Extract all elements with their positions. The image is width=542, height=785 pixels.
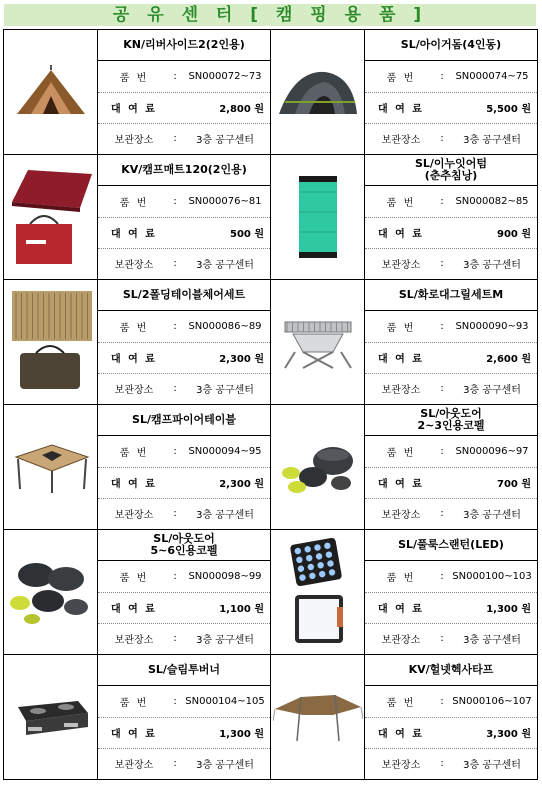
item-image (271, 280, 365, 405)
item-price: 2,300 원 (219, 479, 264, 491)
item-code: SN000090~93 (455, 320, 529, 332)
storage-label: 보관장소 (381, 385, 421, 397)
storage-row (365, 623, 537, 654)
colon: : (173, 195, 177, 207)
item-name: SL/2폴딩테이블체어세트 (98, 280, 270, 311)
colon: : (440, 195, 444, 207)
colon: : (440, 695, 444, 707)
item-name: SL/슬림투버너 (98, 655, 270, 686)
item-image (271, 30, 365, 155)
item-code: SN000074~75 (455, 70, 529, 82)
price-label: 대 여 료 (378, 479, 424, 491)
item-info (98, 530, 271, 655)
item-name: KV/캠프매트120(2인용) (98, 155, 270, 186)
colon: : (173, 133, 177, 145)
item-price: 5,500 원 (486, 104, 531, 116)
page-title: 공 유 센 터 [ 캠 핑 용 품 ] (4, 4, 536, 26)
code-label: 품 번 (119, 197, 149, 209)
storage-row (98, 748, 270, 779)
price-label: 대 여 료 (111, 354, 157, 366)
colon: : (440, 570, 444, 582)
colon: : (440, 445, 444, 457)
item-storage: 3층 공구센터 (196, 385, 254, 397)
item-info (98, 405, 271, 530)
item-code: SN000098~99 (188, 570, 262, 582)
item-code: SN000076~81 (188, 195, 262, 207)
colon: : (440, 70, 444, 82)
item-image (271, 405, 365, 530)
storage-row (365, 123, 537, 154)
code-row (98, 436, 270, 466)
item-code: SN000096~97 (455, 445, 529, 457)
item-storage: 3층 공구센터 (196, 510, 254, 522)
colon: : (173, 633, 177, 645)
fire-table-icon (4, 405, 97, 529)
code-label: 품 번 (386, 322, 416, 334)
colon: : (440, 320, 444, 332)
mat-bag-icon (4, 155, 97, 279)
code-row (98, 561, 270, 591)
price-row (98, 717, 270, 748)
item-image (4, 155, 98, 280)
item-row (4, 155, 538, 280)
storage-label: 보관장소 (114, 760, 154, 772)
price-row (98, 217, 270, 248)
item-code: SN000086~89 (188, 320, 262, 332)
storage-label: 보관장소 (114, 385, 154, 397)
colon: : (173, 320, 177, 332)
price-row (365, 467, 537, 498)
item-image (271, 530, 365, 655)
item-storage: 3층 공구센터 (463, 510, 521, 522)
item-image (4, 280, 98, 405)
colon: : (173, 570, 177, 582)
item-price: 2,600 원 (486, 354, 531, 366)
item-image (271, 655, 365, 780)
code-row (365, 561, 537, 591)
item-price: 900 원 (496, 229, 531, 241)
item-price: 2,800 원 (219, 104, 264, 116)
price-row (365, 592, 537, 623)
colon: : (173, 70, 177, 82)
colon: : (440, 633, 444, 645)
storage-label: 보관장소 (114, 510, 154, 522)
item-row (4, 530, 538, 655)
price-row (98, 92, 270, 123)
burner-icon (4, 655, 97, 779)
item-image (4, 405, 98, 530)
item-info (365, 30, 538, 155)
folding-table-icon (4, 280, 97, 404)
item-info (365, 280, 538, 405)
item-info (98, 155, 271, 280)
item-price: 1,300 원 (486, 604, 531, 616)
tent-icon (4, 30, 97, 154)
item-info (365, 530, 538, 655)
storage-label: 보관장소 (114, 635, 154, 647)
price-label: 대 여 료 (378, 229, 424, 241)
tarp-icon (271, 655, 364, 779)
item-name: SL/아이거돔(4인동) (365, 30, 537, 61)
code-label: 품 번 (386, 572, 416, 584)
cookware-large-icon (4, 530, 97, 654)
price-label: 대 여 료 (111, 729, 157, 741)
item-info (98, 30, 271, 155)
item-name: SL/화로대그릴세트M (365, 280, 537, 311)
item-row (4, 280, 538, 405)
item-name: SL/아웃도어 2~3인용코펠 (365, 405, 537, 436)
price-label: 대 여 료 (378, 729, 424, 741)
item-price: 1,100 원 (219, 604, 264, 616)
code-label: 품 번 (119, 322, 149, 334)
code-label: 품 번 (386, 447, 416, 459)
price-label: 대 여 료 (378, 604, 424, 616)
item-price: 700 원 (496, 479, 531, 491)
storage-label: 보관장소 (114, 135, 154, 147)
item-storage: 3층 공구센터 (196, 635, 254, 647)
item-name: KV/헐넷헥사타프 (365, 655, 537, 686)
item-code: SN000072~73 (188, 70, 262, 82)
item-info (98, 280, 271, 405)
storage-row (365, 373, 537, 404)
item-grid (3, 29, 538, 780)
item-storage: 3층 공구센터 (196, 760, 254, 772)
code-row (98, 61, 270, 91)
code-row (365, 436, 537, 466)
item-info (365, 655, 538, 780)
item-image (271, 155, 365, 280)
item-price: 500 원 (229, 229, 264, 241)
colon: : (173, 445, 177, 457)
item-storage: 3층 공구센터 (463, 260, 521, 272)
item-storage: 3층 공구센터 (463, 135, 521, 147)
storage-row (98, 123, 270, 154)
cookware-icon (271, 405, 364, 529)
item-info (98, 655, 271, 780)
item-code: SN000094~95 (188, 445, 262, 457)
grill-icon (271, 280, 364, 404)
colon: : (173, 758, 177, 770)
code-row (98, 186, 270, 216)
price-row (98, 592, 270, 623)
led-lantern-icon (271, 530, 364, 654)
storage-row (98, 623, 270, 654)
price-row (365, 217, 537, 248)
code-label: 품 번 (119, 697, 149, 709)
item-row (4, 655, 538, 780)
code-row (365, 61, 537, 91)
item-name: SL/이누잇어텀 (춘추침낭) (365, 155, 537, 186)
code-row (98, 311, 270, 341)
code-label: 품 번 (119, 572, 149, 584)
item-row (4, 30, 538, 155)
item-code: SN000082~85 (455, 195, 529, 207)
item-storage: 3층 공구센터 (196, 135, 254, 147)
colon: : (173, 508, 177, 520)
item-image (4, 655, 98, 780)
colon: : (173, 258, 177, 270)
storage-label: 보관장소 (114, 260, 154, 272)
storage-label: 보관장소 (381, 510, 421, 522)
price-label: 대 여 료 (111, 104, 157, 116)
storage-row (98, 373, 270, 404)
item-code: SN000100~103 (452, 570, 532, 582)
sleeping-bag-icon (271, 155, 364, 279)
item-name: KN/리버사이드2(2인용) (98, 30, 270, 61)
price-row (365, 342, 537, 373)
price-row (365, 717, 537, 748)
code-label: 품 번 (386, 197, 416, 209)
price-row (98, 342, 270, 373)
storage-row (98, 248, 270, 279)
item-row (4, 405, 538, 530)
code-label: 품 번 (386, 72, 416, 84)
code-row (365, 686, 537, 716)
storage-row (98, 498, 270, 529)
colon: : (440, 758, 444, 770)
storage-row (365, 748, 537, 779)
storage-row (365, 498, 537, 529)
item-price: 1,300 원 (219, 729, 264, 741)
code-row (365, 311, 537, 341)
code-label: 품 번 (119, 72, 149, 84)
code-row (98, 686, 270, 716)
price-label: 대 여 료 (111, 604, 157, 616)
code-label: 품 번 (386, 697, 416, 709)
item-storage: 3층 공구센터 (463, 635, 521, 647)
item-name: SL/아웃도어 5~6인용코펠 (98, 530, 270, 561)
price-label: 대 여 료 (111, 479, 157, 491)
storage-label: 보관장소 (381, 760, 421, 772)
storage-label: 보관장소 (381, 260, 421, 272)
item-image (4, 530, 98, 655)
colon: : (440, 383, 444, 395)
colon: : (173, 383, 177, 395)
code-row (365, 186, 537, 216)
item-name: SL/캠프파이어테이블 (98, 405, 270, 436)
storage-label: 보관장소 (381, 135, 421, 147)
item-info (365, 155, 538, 280)
item-storage: 3층 공구센터 (196, 260, 254, 272)
item-code: SN000106~107 (452, 695, 532, 707)
price-row (365, 92, 537, 123)
colon: : (440, 258, 444, 270)
item-price: 2,300 원 (219, 354, 264, 366)
item-storage: 3층 공구센터 (463, 760, 521, 772)
colon: : (440, 508, 444, 520)
dome-tent-icon (271, 30, 364, 154)
storage-row (365, 248, 537, 279)
item-image (4, 30, 98, 155)
item-price: 3,300 원 (486, 729, 531, 741)
storage-label: 보관장소 (381, 635, 421, 647)
item-info (365, 405, 538, 530)
price-label: 대 여 료 (378, 354, 424, 366)
code-label: 품 번 (119, 447, 149, 459)
price-label: 대 여 료 (378, 104, 424, 116)
price-label: 대 여 료 (111, 229, 157, 241)
colon: : (173, 695, 177, 707)
item-name: SL/풀룩스랜턴(LED) (365, 530, 537, 561)
item-storage: 3층 공구센터 (463, 385, 521, 397)
item-code: SN000104~105 (185, 695, 265, 707)
colon: : (440, 133, 444, 145)
price-row (98, 467, 270, 498)
